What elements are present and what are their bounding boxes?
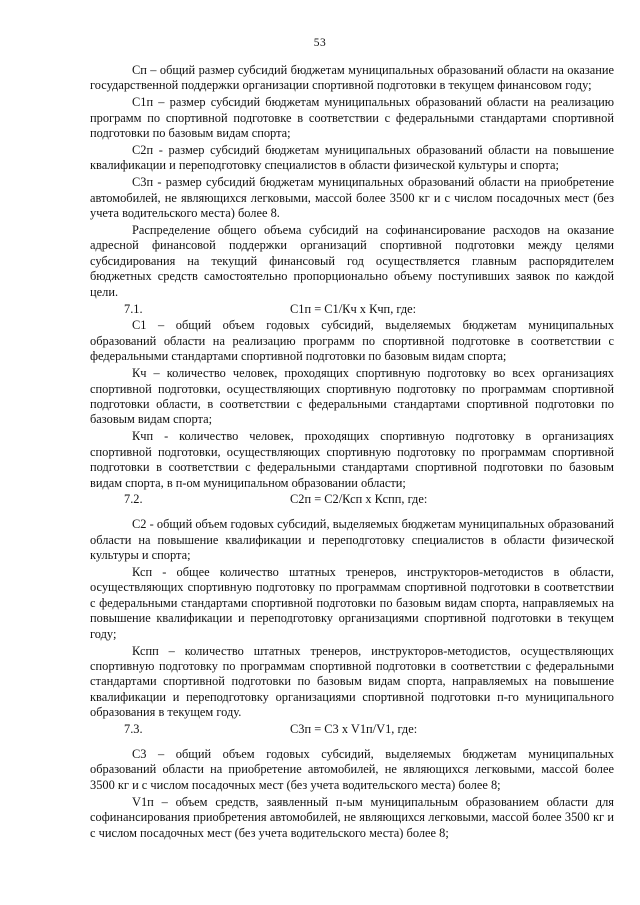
- paragraph: С3 – общий объем годовых субсидий, выделяемых бюджетам муниципальных образований области на приобретение автомобилей, не являющихся легковыми, массой более 3500 кг и с числом посадочных мест (без учета водительского места) более 8;: [90, 747, 614, 792]
- document-body: [90, 63, 614, 842]
- formula-number: 7.1.: [124, 301, 143, 316]
- paragraph: С1 – общий объем годовых субсидий, выделяемых бюджетам муниципальных образований области на реализацию программ по спортивной подготовке в соответствии с федеральными стандартами спортивной подготовки по базовым видам спорта;: [90, 318, 614, 364]
- formula-line: [90, 722, 614, 737]
- paragraph-gap: [90, 509, 614, 517]
- formula-line: [90, 302, 614, 317]
- paragraph: Кч – количество человек, проходящих спортивную подготовку во всех организациях спортивной подготовки, осуществляющих спортивную подготовку по программам спортивной подготовки области, в соответствии с федеральными стандартами спортивной подготовки по базовым видам спорта;: [90, 366, 614, 427]
- formula-text: С2п = С2/Ксп x Кспп, где:: [290, 492, 428, 507]
- paragraph: Сп – общий размер субсидий бюджетам муниципальных образований области на оказание государственной поддержки организации спортивной подготовки в текущем финансовом году;: [90, 63, 614, 93]
- paragraph: С2п - размер субсидий бюджетам муниципальных образований области на повышение квалификации и переподготовку специалистов в области физической культуры и спорта;: [90, 143, 614, 173]
- paragraph: Распределение общего объема субсидий на софинансирование расходов на оказание адресной финансовой поддержки организаций спортивной подготовки между целями субсидирования на текущий финансовый год осуществляется главным распорядителем бюджетных средств самостоятельно пропорционально объему поступивших заявок по каждой цели.: [90, 223, 614, 299]
- formula-text: С3п = С3 x V1п/V1, где:: [290, 722, 418, 737]
- formula-number: 7.2.: [124, 492, 143, 507]
- paragraph: V1п – объем средств, заявленный п-ым муниципальным образованием области для софинансирования приобретения автомобилей, не являющихся легковыми, массой более 3500 кг и с числом посадочных мест (без учета водительского места) более 8;: [90, 794, 614, 840]
- paragraph: Ксп - общее количество штатных тренеров, инструкторов-методистов в области, осуществляющих спортивную подготовку по программам спортивной подготовки в соответствии с федеральными стандартами спортивной подготовки по базовым видам спорта, направляемых на повышение квалификации и переподготовку организациями спортивной подготовки в текущем году;: [90, 565, 614, 641]
- paragraph: Кспп – количество штатных тренеров, инструкторов-методистов, осуществляющих спортивную подготовку по программам спортивной подготовки в соответствии с федеральными стандартами спортивной подготовки по базовым видам спорта, направляемых на повышение квалификации и переподготовку организациями спортивной подготовки п-го муниципального образования в текущем году.: [90, 643, 614, 720]
- paragraph: С3п - размер субсидий бюджетам муниципальных образований области на приобретение автомобилей, не являющихся легковыми, массой более 3500 кг и с числом посадочных мест (без учета водительского места) более 8.: [90, 175, 614, 221]
- page-number: 53: [313, 37, 327, 49]
- formula-line: [90, 492, 614, 507]
- formula-number: 7.3.: [124, 722, 143, 737]
- formula-text: С1п = С1/Кч x Кчп, где:: [290, 301, 417, 316]
- paragraph: Кчп - количество человек, проходящих спортивную подготовку в организациях спортивной подготовки, осуществляющих спортивную подготовку по программам спортивной подготовки в соответствии с федеральными стандартами спортивной подготовки по базовым видам спорта, в п-ом муниципальном образовании области;: [90, 429, 614, 490]
- paragraph-gap: [90, 739, 614, 747]
- paragraph: С2 - общий объем годовых субсидий, выделяемых бюджетам муниципальных образований области на повышение квалификации и переподготовку специалистов в области физической культуры и спорта;: [90, 517, 614, 563]
- paragraph: С1п – размер субсидий бюджетам муниципальных образований области на реализацию программ по спортивной подготовке в соответствии с федеральными стандартами спортивной подготовки по базовым видам спорта;: [90, 95, 614, 141]
